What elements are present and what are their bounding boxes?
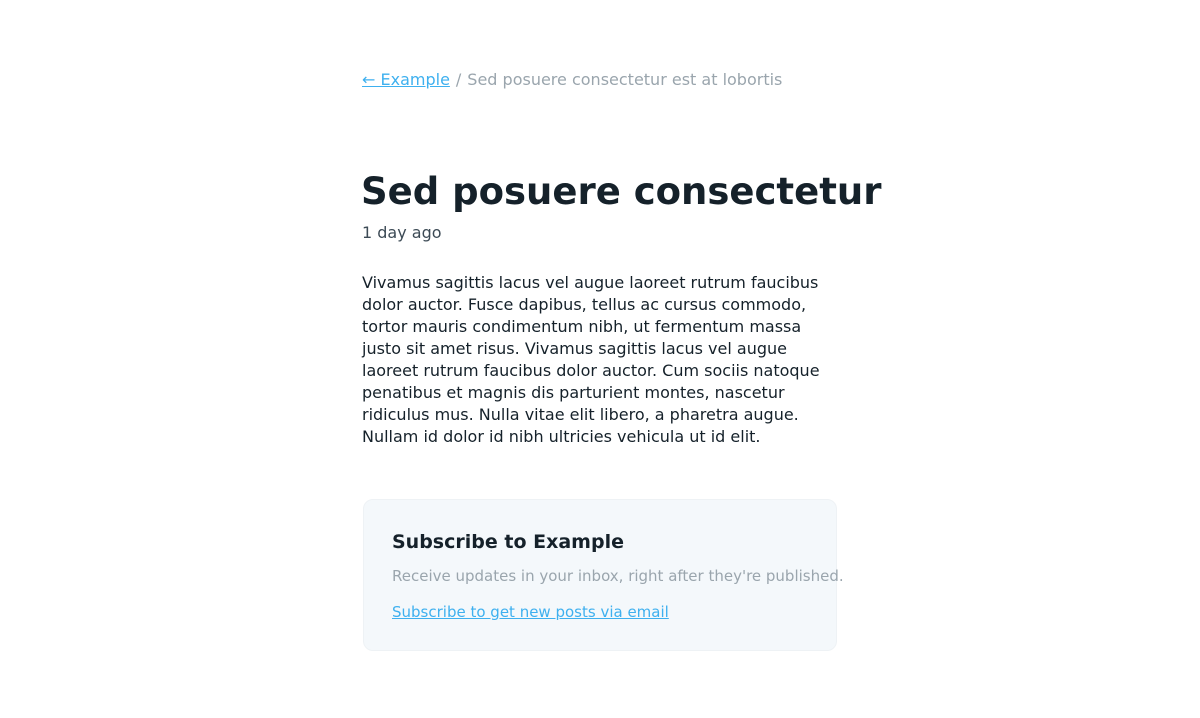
breadcrumb bbox=[362, 69, 782, 91]
subscribe-box bbox=[363, 499, 844, 651]
post-title: Sed posuere consectetur bbox=[361, 170, 882, 213]
back-to-example-link[interactable]: ← Example bbox=[362, 70, 450, 89]
subscribe-email-link[interactable]: Subscribe to get new posts via email bbox=[392, 603, 669, 621]
post-body: Vivamus sagittis lacus vel augue laoreet rutrum faucibus dolor auctor. Fusce dapibus, tellus ac cursus commodo, tortor mauris condimentum nibh, ut fermentum massa justo sit amet risus. Vivamus sagittis lacus vel augue laoreet rutrum faucibus dolor auctor. Cum sociis natoque penatibus et magnis dis parturient montes, nascetur ridiculus mus. Nulla vitae elit libero, a pharetra augue. Nullam id dolor id nibh ultricies vehicula ut id elit. bbox=[362, 273, 820, 446]
breadcrumb-separator: / bbox=[455, 70, 462, 89]
subscribe-description: Receive updates in your inbox, right after they're published. bbox=[392, 567, 844, 585]
subscribe-title: Subscribe to Example bbox=[392, 531, 624, 553]
breadcrumb-current: Sed posuere consectetur est at lobortis bbox=[467, 70, 783, 89]
post-date: 1 day ago bbox=[362, 223, 442, 242]
